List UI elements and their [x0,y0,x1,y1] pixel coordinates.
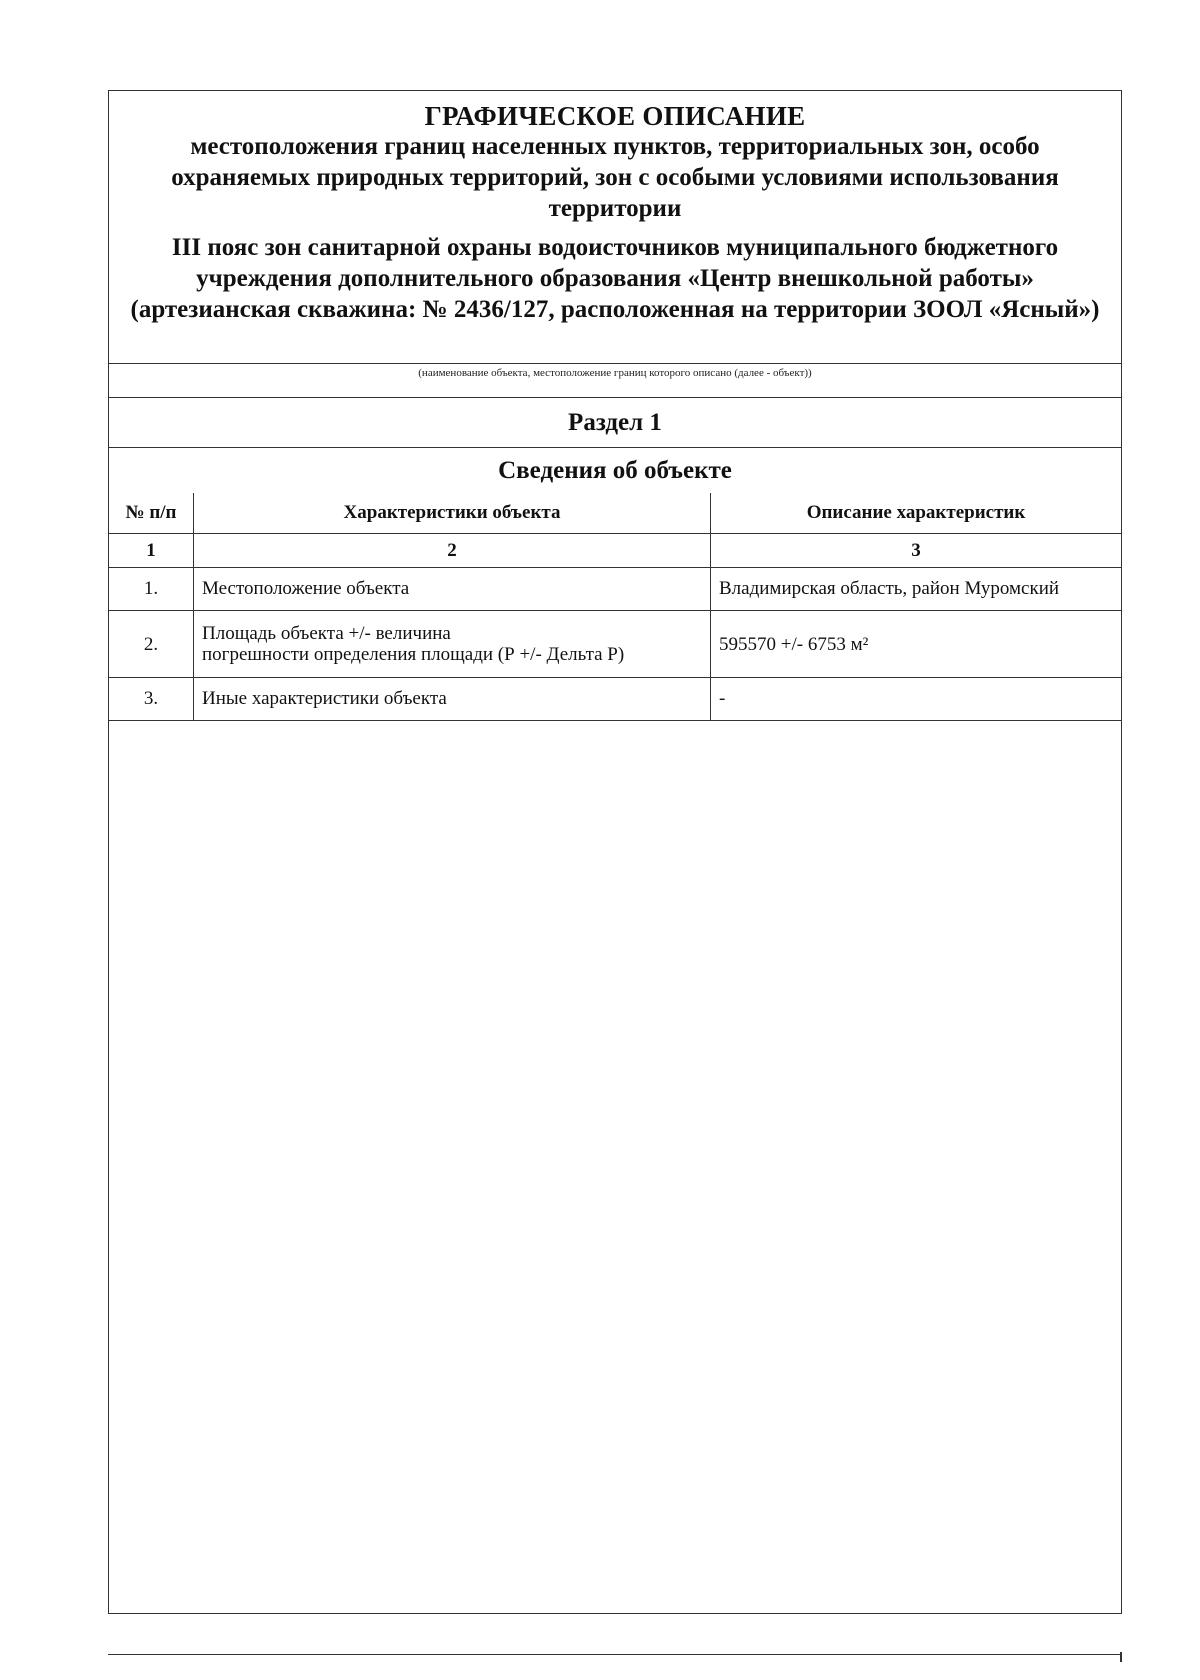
section-heading: Сведения об объекте [498,457,732,484]
column-header-characteristic: Характеристики объекта [194,493,711,534]
section-label: Раздел 1 [568,409,662,436]
column-header-number: № п/п [109,493,194,534]
row-description: 595570 +/- 6753 м² [711,611,1122,678]
title-block [109,91,1121,325]
table-header-row [109,493,1121,534]
row-characteristic-line: погрешности определения площади (Р +/- Дельта Р) [202,644,625,665]
document-frame [108,90,1122,1614]
divider [109,397,1121,398]
table-row [109,568,1121,611]
document-title: ГРАФИЧЕСКОЕ ОПИСАНИЕ [424,101,806,131]
object-name-underline [109,363,1121,364]
column-number: 2 [194,534,711,568]
row-characteristic: Местоположение объекта [194,568,711,611]
row-number: 1. [109,568,194,611]
object-name-caption: (наименование объекта, местоположение границ которого описано (далее - объект)) [418,367,812,379]
object-name: III пояс зон санитарной охраны водоисточников муниципального бюджетного учреждения дополнительного образования «Центр внешкольной работы» (артезианская скважина: № 2436/127, расположенная на территории ЗООЛ «Ясный») [130,234,1100,323]
divider [109,447,1121,448]
row-characteristic: Иные характеристики объекта [194,678,711,721]
row-number: 3. [109,678,194,721]
row-characteristic-line: Площадь объекта +/- величина [202,623,451,644]
column-numbers-row [109,534,1121,568]
footer-rule-tick [1120,1652,1122,1662]
table-row [109,678,1121,721]
row-number: 2. [109,611,194,678]
column-number: 1 [109,534,194,568]
column-number: 3 [711,534,1122,568]
footer-rule [108,1654,1122,1655]
row-description: - [711,678,1122,721]
column-header-description: Описание характеристик [711,493,1122,534]
row-characteristic [194,611,711,678]
document-subtitle: местоположения границ населенных пунктов, территориальных зон, особо охраняемых природных территорий, зон с особыми условиями использования территории [171,133,1059,222]
table-row [109,611,1121,678]
object-info-table [109,493,1121,721]
row-description: Владимирская область, район Муромский [711,568,1122,611]
